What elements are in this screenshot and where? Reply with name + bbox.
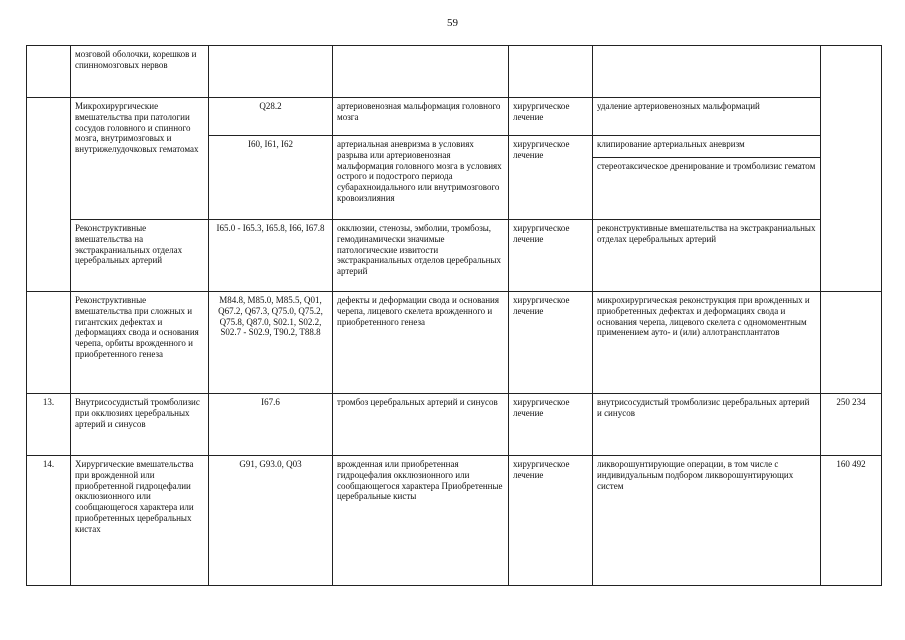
icd-codes: Q28.2 (209, 98, 333, 136)
treatment-type (509, 46, 593, 98)
treatment-type: хирургическое лечение (509, 220, 593, 292)
intervention-name: Реконструктивные вмешательства при сложных и гигантских дефектах и деформациях свода и основания черепа, орбиты врожденного и приобретенного генеза (71, 292, 209, 394)
treatment-type: хирургическое лечение (509, 394, 593, 456)
icd-codes: I60, I61, I62 (209, 136, 333, 220)
intervention-name: мозговой оболочки, корешков и спинномозговых нервов (71, 46, 209, 98)
page-number: 59 (447, 17, 458, 29)
treatment-method: клипирование артериальных аневризм (593, 136, 821, 158)
table-row (27, 456, 882, 586)
treatment-method: стереотаксическое дренирование и тромболизис гематом (593, 158, 821, 220)
disease-model (333, 46, 509, 98)
cost-cell: 160 492 (821, 456, 882, 586)
treatment-type: хирургическое лечение (509, 98, 593, 136)
cost-cell (821, 292, 882, 394)
row-number: 13. (27, 394, 71, 456)
row-number (27, 292, 71, 394)
intervention-name: Хирургические вмешательства при врожденной или приобретенной гидроцефалии окклюзионного или сообщающегося характера или приобретенных церебральных кистах (71, 456, 209, 586)
disease-model: врожденная или приобретенная гидроцефалия окклюзионного или сообщающегося характера Приобретенные церебральные кисты (333, 456, 509, 586)
disease-model: артериовенозная мальформация головного мозга (333, 98, 509, 136)
icd-codes: I65.0 - I65.3, I65.8, I66, I67.8 (209, 220, 333, 292)
treatment-method: удаление артериовенозных мальформаций (593, 98, 821, 136)
cost-cell (821, 46, 882, 292)
disease-model: окклюзии, стенозы, эмболии, тромбозы, гемодинамически значимые патологические извитости экстракраниальных отделов церебральных артерий (333, 220, 509, 292)
icd-codes: M84.8, M85.0, M85.5, Q01, Q67.2, Q67.3, Q75.0, Q75.2, Q75.8, Q87.0, S02.1, S02.2, S02.7 - S02.9, T90.2, T88.8 (209, 292, 333, 394)
disease-model: дефекты и деформации свода и основания черепа, лицевого скелета врожденного и приобретенного генеза (333, 292, 509, 394)
row-number (27, 98, 71, 292)
table-row (27, 394, 882, 456)
intervention-name: Реконструктивные вмешательства на экстракраниальных отделах церебральных артерий (71, 220, 209, 292)
table-row (27, 46, 882, 98)
treatment-type: хирургическое лечение (509, 456, 593, 586)
icd-codes (209, 46, 333, 98)
treatment-method (593, 46, 821, 98)
table-row (27, 220, 882, 292)
treatment-type: хирургическое лечение (509, 136, 593, 220)
row-number: 14. (27, 456, 71, 586)
icd-codes: I67.6 (209, 394, 333, 456)
treatment-type: хирургическое лечение (509, 292, 593, 394)
row-number (27, 46, 71, 98)
medical-services-table (26, 45, 882, 586)
treatment-method: ликворошунтирующие операции, в том числе с индивидуальным подбором ликворошунтирующих систем (593, 456, 821, 586)
table-row (27, 292, 882, 394)
disease-model: артериальная аневризма в условиях разрыва или артериовенозная мальформация головного мозга в условиях острого и подострого периода субарахноидального или внутримозгового кровоизлияния (333, 136, 509, 220)
intervention-name: Микрохирургические вмешательства при патологии сосудов головного и спинного мозга, внутримозговых и внутрижелудочковых гематомах (71, 98, 209, 220)
treatment-method: реконструктивные вмешательства на экстракраниальных отделах церебральных артерий (593, 220, 821, 292)
treatment-method: микрохирургическая реконструкция при врожденных и приобретенных дефектах и деформациях свода и основания черепа, лицевого скелета с одномоментным применением ауто- и (или) аллотрансплантатов (593, 292, 821, 394)
icd-codes: G91, G93.0, Q03 (209, 456, 333, 586)
intervention-name: Внутрисосудистый тромболизис при окклюзиях церебральных артерий и синусов (71, 394, 209, 456)
treatment-method: внутрисосудистый тромболизис церебральных артерий и синусов (593, 394, 821, 456)
table-row (27, 98, 882, 136)
disease-model: тромбоз церебральных артерий и синусов (333, 394, 509, 456)
cost-cell: 250 234 (821, 394, 882, 456)
